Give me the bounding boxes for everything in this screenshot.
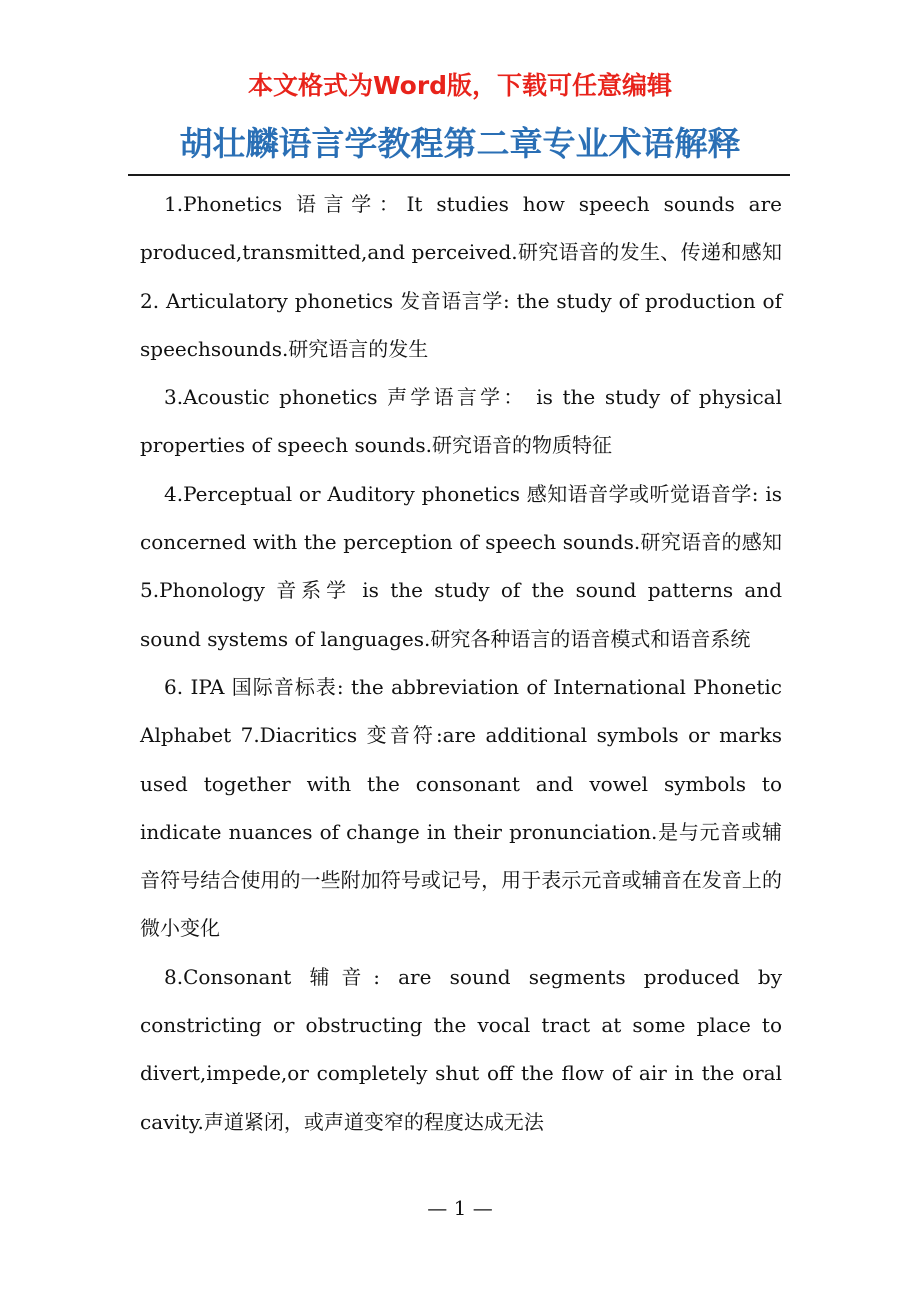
paragraph-consonant: 8.Consonant 辅音: are sound segments produced by constricting or obstructing the vocal tract at some place to divert,impede,or completely shut off the flow of air in the oral cavity.声道紧闭，或声道变窄的程度达成无法	[140, 964, 782, 1134]
title-divider	[128, 174, 790, 176]
format-banner: 本文格式为Word版，下载可任意编辑	[247, 71, 673, 100]
paragraph-ipa: 6. IPA 国际音标表: the abbreviation of International Phonetic Alphabet 7.Diacritics 变音符:are additional symbols or marks used together with the consonant and vowel symbols to indicate nuances of change in their pronunciation.是与元音或辅音符号结合使用的一些附加符号或记号，用于表示元音或辅音在发音上的微小变化	[140, 674, 782, 941]
paragraph-acoustic: 3.Acoustic phonetics 声学语言学： is the study of physical properties of speech sounds.研究语音的物质特征	[140, 385, 782, 458]
paragraph-perceptual: 4.Perceptual or Auditory phonetics 感知语音学或听觉语音学: is concerned with the perception of speech sounds.研究语音的感知 5.Phonology 音系学 is the study of the sound patterns and sound systems of languages.研究各种语言的语音模式和语音系统	[140, 481, 782, 651]
page-title: 胡壮麟语言学教程第二章专业术语解释	[179, 124, 741, 163]
page-number: — 1 —	[427, 1196, 493, 1220]
paragraph-phonetics: 1.Phonetics 语言学：It studies how speech sounds are produced,transmitted,and perceived.研究语音的发生、传递和感知 2. Articulatory phonetics 发音语言学: the study of production of speechsounds.研究语言的发生	[140, 192, 782, 361]
document-body	[140, 180, 782, 1146]
